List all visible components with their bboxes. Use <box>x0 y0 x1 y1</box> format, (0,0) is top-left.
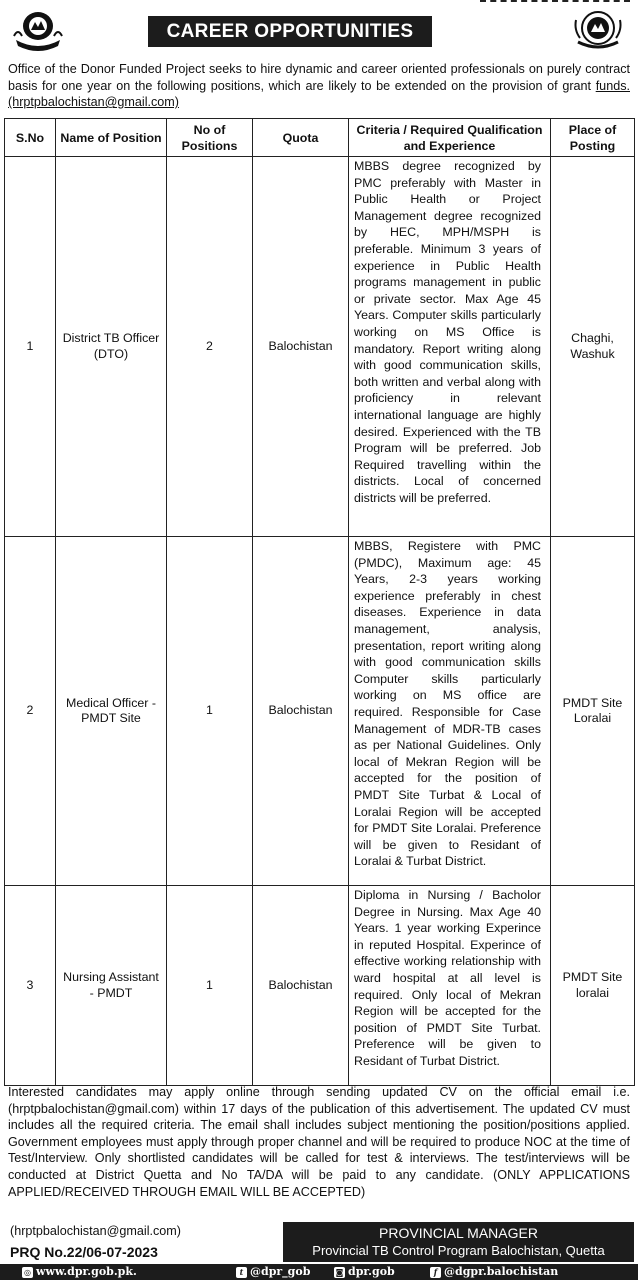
manager-title: PROVINCIAL MANAGER <box>379 1225 538 1241</box>
row-place: PMDT Site Loralai <box>551 537 635 886</box>
row-position-count: 2 <box>167 157 253 537</box>
row-position-count: 1 <box>167 537 253 886</box>
manager-organization: Provincial TB Control Program Balochistan, Quetta <box>312 1243 605 1258</box>
row-criteria: MBBS degree recognized by PMC preferably with Master in Public Health or Project Management degree recognized by HEC, MPH/MSPH is preferable. Minimum 3 years of experience in Public Health programs management in public or private sector. Max Age 45 Years. Computer skills particularly working on MS Office is mandatory. Report writing along with good communication skills, both written and verbal along with proficiency in relevant international language are highly desired. Experienced with the TB Program will be preferred. Job Required travelling within the districts. Local of concerned districts will be preferred. <box>349 157 551 537</box>
website-link[interactable] <box>22 1264 137 1280</box>
twitter-icon: t <box>236 1267 247 1278</box>
twitter-text: @dpr_gob <box>250 1265 311 1278</box>
instagram-icon: ◙ <box>335 1266 344 1277</box>
row-quota: Balochistan <box>253 157 349 537</box>
row-place: PMDT Site loralai <box>551 886 635 1086</box>
facebook-link[interactable] <box>430 1264 558 1280</box>
row-position-name: Nursing Assistant - PMDT <box>56 886 167 1086</box>
instagram-text: dpr.gob <box>348 1265 395 1278</box>
row-sno: 2 <box>5 537 56 886</box>
tb-control-program-emblem-icon <box>572 8 624 54</box>
intro-paragraph <box>8 61 630 111</box>
header-position-count: No of Positions <box>167 119 253 157</box>
header-place: Place of Posting <box>551 119 635 157</box>
row-sno: 1 <box>5 157 56 537</box>
row-position-count: 1 <box>167 886 253 1086</box>
intro-email-link[interactable]: funds.(hrptpbalochistan@gmail.com) <box>8 78 630 110</box>
intro-text: Office of the Donor Funded Project seeks to hire dynamic and career oriented professionals on purely contract basis for one year on the following positions, which are likely to be extended on the provision of grant <box>8 62 630 93</box>
facebook-text: @dgpr.balochistan <box>444 1265 559 1278</box>
row-criteria: Diploma in Nursing / Bacholor Degree in Nursing. Max Age 40 Years. 1 year working Experince in reputed Hospital. Experince of effective working relationship with ward hospital at all level is required. Only local of Mekran Region will be accepted for the position of PMDT Site Turbat. Preference will be given to Residant of Turbat District. <box>349 886 551 1086</box>
row-quota: Balochistan <box>253 886 349 1086</box>
table-row <box>5 886 635 1086</box>
twitter-link[interactable] <box>236 1264 310 1280</box>
table-row <box>5 537 635 886</box>
govt-balochistan-emblem-icon <box>12 8 64 54</box>
header-position-name: Name of Position <box>56 119 167 157</box>
table-header-row <box>5 119 635 157</box>
positions-table <box>4 118 635 1086</box>
header-sno: S.No <box>5 119 56 157</box>
header-criteria: Criteria / Required Qualification and Experience <box>349 119 551 157</box>
globe-icon: ◎ <box>22 1267 33 1278</box>
row-criteria: MBBS, Registere with PMC (PMDC), Maximum age: 45 Years, 2-3 years working experience preferably in chest diseases. Experience in data management, analysis, presentation, report writing along with good communication skills Computer skills particularly working on MS office are required. Responsible for Case Management of MDR-TB cases as per National Guidelines. Only local of Mekran Region will be accepted for the position of PMDT Site Turbat & Local of Loralai Region will be accepted for PMDT Site Loralai. Preference will be given to Residant of Loralai & Turbat District. <box>349 537 551 886</box>
contact-email[interactable]: (hrptpbalochistan@gmail.com) <box>10 1224 181 1238</box>
row-position-name: Medical Officer - PMDT Site <box>56 537 167 886</box>
instagram-link[interactable] <box>334 1264 395 1280</box>
row-position-name: District TB Officer (DTO) <box>56 157 167 537</box>
application-instructions: Interested candidates may apply online through sending updated CV on the official email i.e. (hrptpbalochistan@gmail.com) within 17 days of the publication of this advertisement. The updated CV must includes all the required criteria. The email shall includes subject mentioning the position/positions applied. Government employees must apply through proper channel and will be required to produce NOC at the time of Test/Interview. Only shortlisted candidates will be called for test & interviews. The test/interviews will be conducted at District Quetta and No TA/DA will be paid to any candidate. (ONLY APPLICATIONS APPLIED/RECEIVED THROUGH EMAIL WILL BE ACCEPTED) <box>8 1085 630 1199</box>
table-row <box>5 157 635 537</box>
row-quota: Balochistan <box>253 537 349 886</box>
top-edge-decoration <box>480 0 630 4</box>
social-links-bar <box>0 1264 638 1280</box>
row-sno: 3 <box>5 886 56 1086</box>
prq-number: PRQ No.22/06-07-2023 <box>10 1244 158 1260</box>
row-place: Chaghi, Washuk <box>551 157 635 537</box>
website-text: www.dpr.gob.pk. <box>36 1265 137 1278</box>
header-quota: Quota <box>253 119 349 157</box>
page-title: CAREER OPPORTUNITIES <box>148 16 432 47</box>
signatory-box <box>283 1222 634 1262</box>
facebook-icon: f <box>430 1267 441 1278</box>
